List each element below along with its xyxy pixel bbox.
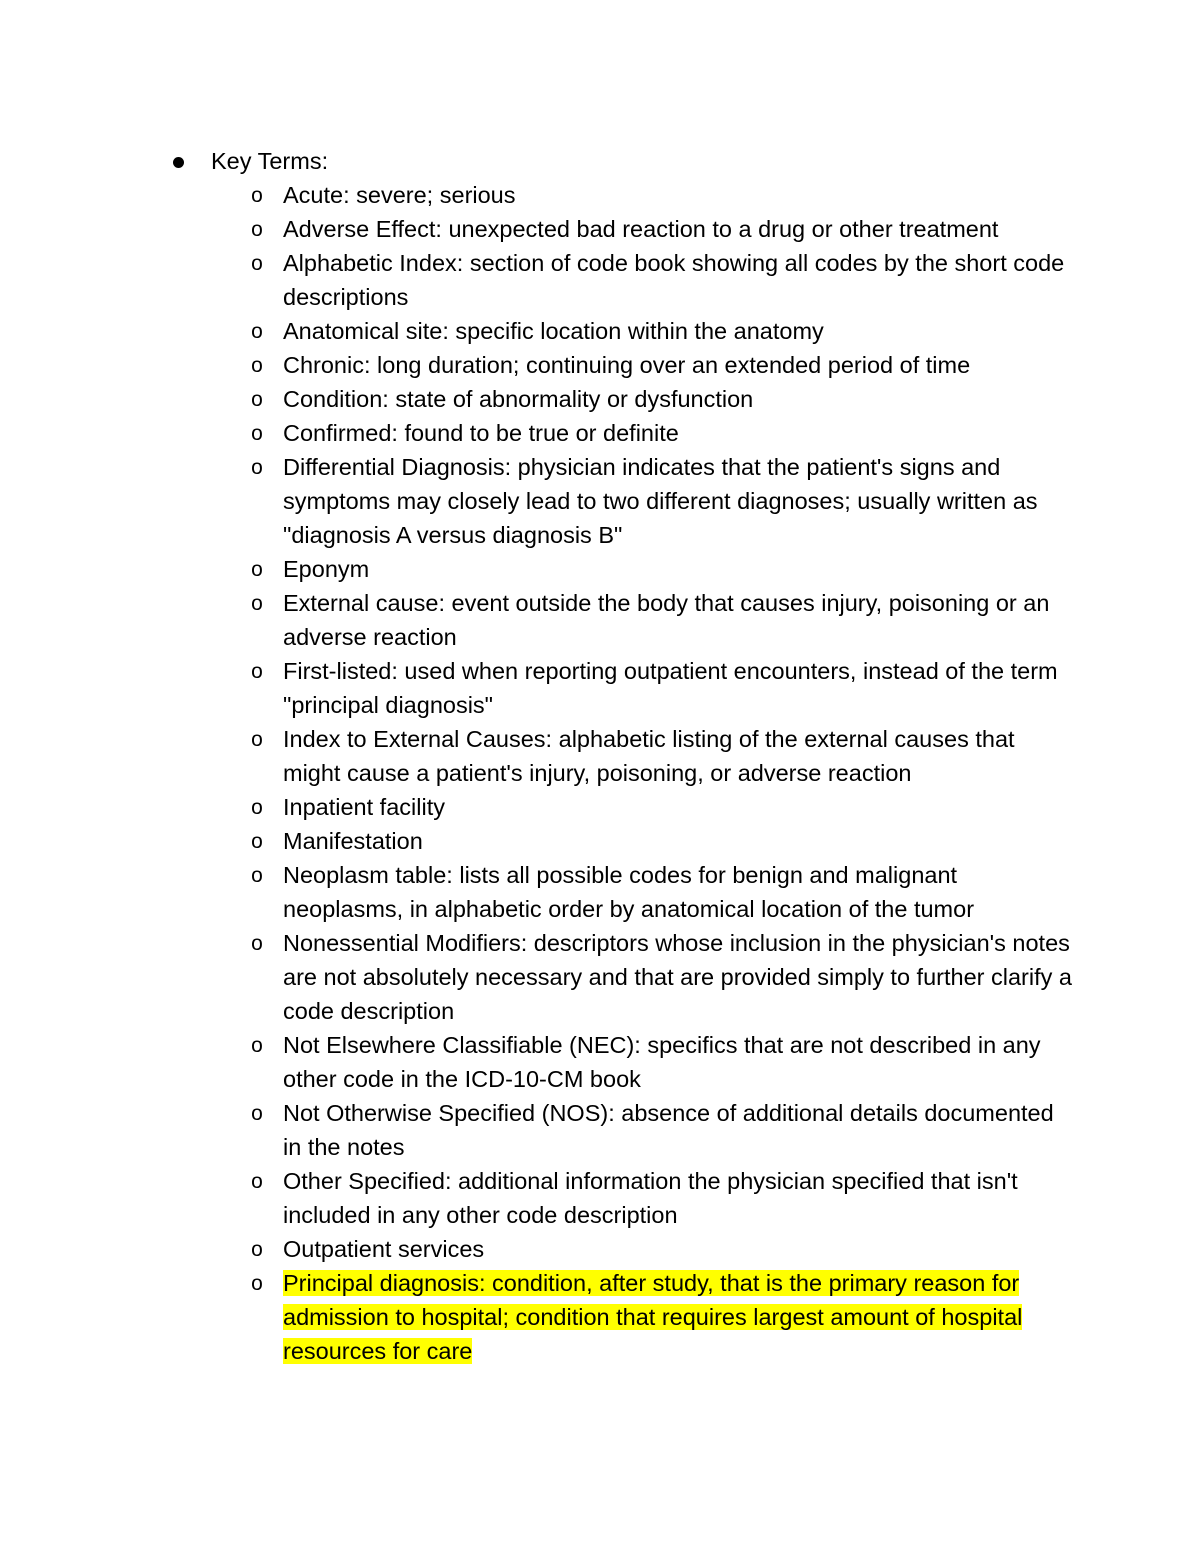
hollow-bullet-icon: o (251, 1272, 263, 1295)
term-item (0, 790, 1073, 824)
term-item (0, 722, 1073, 790)
term-item (0, 1028, 1073, 1096)
key-terms-heading-line (0, 144, 1200, 178)
term-item (0, 382, 1073, 416)
term-text: Adverse Effect: unexpected bad reaction to a drug or other treatment (283, 216, 999, 242)
term-text: First-listed: used when reporting outpatient encounters, instead of the term "principal diagnosis" (283, 658, 1058, 718)
term-item (0, 1164, 1073, 1232)
term-item (0, 586, 1073, 654)
term-item (0, 348, 1073, 382)
term-item (0, 1096, 1073, 1164)
term-text: Anatomical site: specific location within the anatomy (283, 318, 824, 344)
term-text: Other Specified: additional information the physician specified that isn't included in any other code description (283, 1168, 1018, 1228)
term-text: Principal diagnosis: condition, after study, that is the primary reason for admission to hospital; condition that requires largest amount of hospital resources for care (283, 1270, 1023, 1364)
term-text: Index to External Causes: alphabetic listing of the external causes that might cause a patient's injury, poisoning, or adverse reaction (283, 726, 1015, 786)
hollow-bullet-icon: o (251, 830, 263, 853)
term-item (0, 314, 1073, 348)
hollow-bullet-icon: o (251, 388, 263, 411)
term-item (0, 858, 1073, 926)
term-item (0, 178, 1073, 212)
term-text: External cause: event outside the body that causes injury, poisoning or an adverse reaction (283, 590, 1050, 650)
term-item (0, 926, 1073, 1028)
term-text: Not Elsewhere Classifiable (NEC): specifics that are not described in any other code in the ICD-10-CM book (283, 1032, 1041, 1092)
term-text: Neoplasm table: lists all possible codes for benign and malignant neoplasms, in alphabetic order by anatomical location of the tumor (283, 862, 975, 922)
key-terms-heading: Key Terms: (211, 148, 329, 174)
term-item (0, 654, 1073, 722)
term-text: Confirmed: found to be true or definite (283, 420, 679, 446)
hollow-bullet-icon: o (251, 1170, 263, 1193)
hollow-bullet-icon: o (251, 1238, 263, 1261)
term-item (0, 212, 1073, 246)
hollow-bullet-icon: o (251, 1034, 263, 1057)
hollow-bullet-icon: o (251, 660, 263, 683)
hollow-bullet-icon: o (251, 1102, 263, 1125)
term-item (0, 1232, 1073, 1266)
hollow-bullet-icon: o (251, 932, 263, 955)
hollow-bullet-icon: o (251, 456, 263, 479)
filled-bullet-icon (173, 157, 184, 168)
hollow-bullet-icon: o (251, 558, 263, 581)
term-item (0, 552, 1073, 586)
hollow-bullet-icon: o (251, 422, 263, 445)
hollow-bullet-icon: o (251, 864, 263, 887)
term-text: Nonessential Modifiers: descriptors whose inclusion in the physician's notes are not absolutely necessary and that are provided simply to further clarify a code description (283, 930, 1072, 1024)
term-text: Not Otherwise Specified (NOS): absence of additional details documented in the notes (283, 1100, 1054, 1160)
term-text: Differential Diagnosis: physician indicates that the patient's signs and symptoms may closely lead to two different diagnoses; usually written as "diagnosis A versus diagnosis B" (283, 454, 1038, 548)
term-text: Outpatient services (283, 1236, 485, 1262)
term-item-highlighted (0, 1266, 1073, 1368)
term-text: Condition: state of abnormality or dysfunction (283, 386, 754, 412)
term-text: Alphabetic Index: section of code book showing all codes by the short code descriptions (283, 250, 1065, 310)
terms-list (0, 178, 1200, 1368)
hollow-bullet-icon: o (251, 218, 263, 241)
term-text: Chronic: long duration; continuing over an extended period of time (283, 352, 971, 378)
term-text: Acute: severe; serious (283, 182, 516, 208)
hollow-bullet-icon: o (251, 354, 263, 377)
term-item (0, 416, 1073, 450)
hollow-bullet-icon: o (251, 592, 263, 615)
term-text: Eponym (283, 556, 370, 582)
term-item (0, 824, 1073, 858)
hollow-bullet-icon: o (251, 728, 263, 751)
term-item (0, 450, 1073, 552)
hollow-bullet-icon: o (251, 796, 263, 819)
hollow-bullet-icon: o (251, 320, 263, 343)
key-terms-list (0, 144, 1200, 1368)
term-item (0, 246, 1073, 314)
term-text: Inpatient facility (283, 794, 445, 820)
term-text: Manifestation (283, 828, 423, 854)
hollow-bullet-icon: o (251, 252, 263, 275)
key-terms-section (0, 144, 1200, 1368)
hollow-bullet-icon: o (251, 184, 263, 207)
